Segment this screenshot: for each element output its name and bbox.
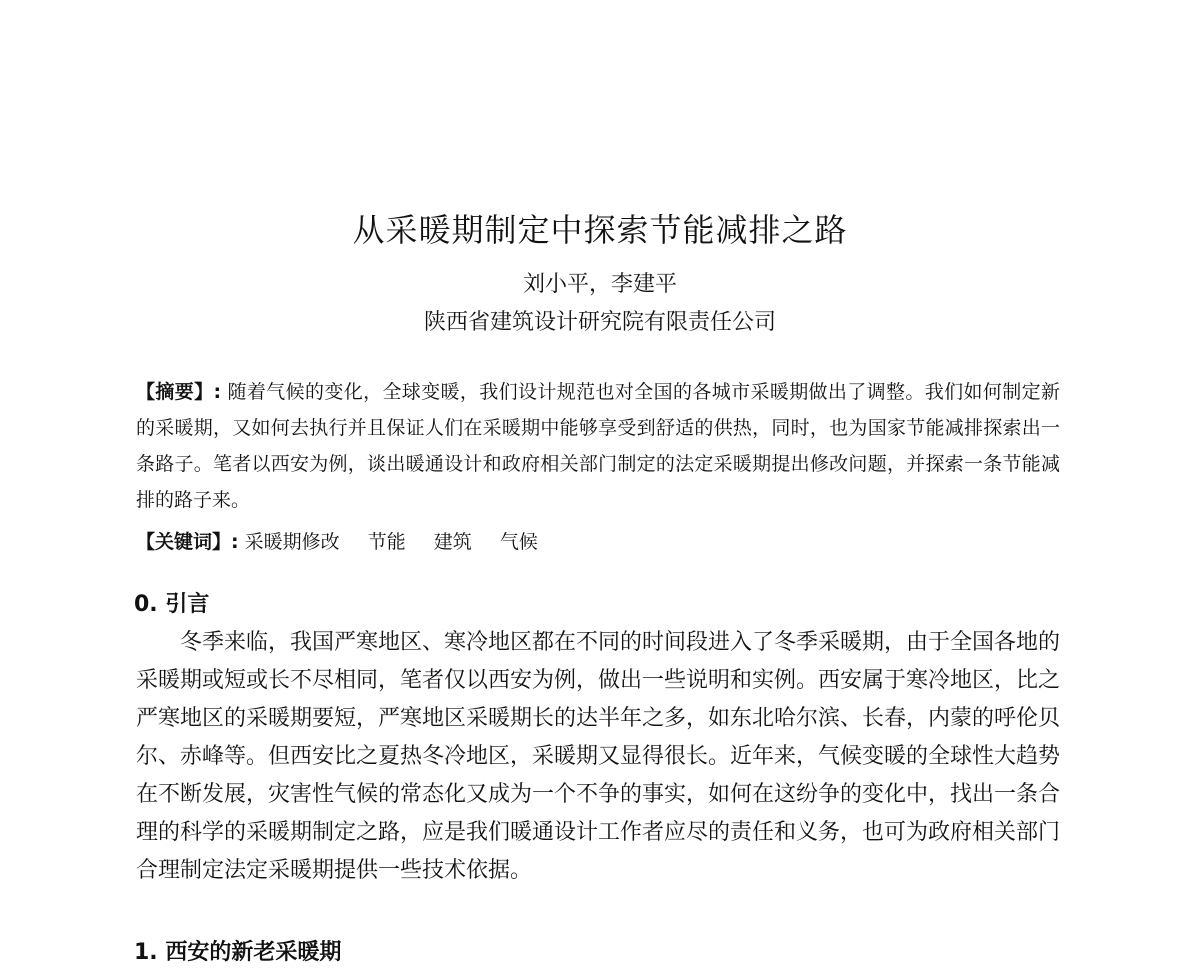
abstract-text: 随着气候的变化，全球变暖，我们设计规范也对全国的各城市采暖期做出了调整。我们如何制定新的采暖期，又如何去执行并且保证人们在采暖期中能够享受到舒适的供热，同时，也为国家节能减排探索出一条路子。笔者以西安为例，谈出暖通设计和政府相关部门制定的法定采暖期提出修改问题，并探索一条节能减排的路子来。 — [136, 381, 1060, 511]
keywords-block — [136, 524, 1060, 560]
keyword-item: 节能 — [367, 531, 406, 553]
author-list: 刘小平，李建平 — [522, 272, 677, 297]
abstract-label: 【摘要】: — [136, 381, 222, 403]
paper-title: 从采暖期制定中探索节能减排之路 — [352, 211, 848, 249]
keywords-label: 【关键词】: — [136, 531, 239, 553]
keyword-item: 建筑 — [433, 531, 472, 553]
section-heading-intro: 0. 引言 — [134, 592, 210, 617]
abstract-block — [136, 374, 1060, 518]
keyword-item: 气候 — [499, 531, 538, 553]
section-heading-1: 1. 西安的新老采暖期 — [134, 940, 342, 965]
keyword-item: 采暖期修改 — [244, 531, 340, 553]
intro-paragraph: 冬季来临，我国严寒地区、寒冷地区都在不同的时间段进入了冬季采暖期，由于全国各地的采暖期或短或长不尽相同，笔者仅以西安为例，做出一些说明和实例。西安属于寒冷地区，比之严寒地区的采暖期要短，严寒地区采暖期长的达半年之多，如东北哈尔滨、长春，内蒙的呼伦贝尔、赤峰等。但西安比之夏热冬冷地区，采暖期又显得很长。近年来，气候变暖的全球性大趋势在不断发展，灾害性气候的常态化又成为一个不争的事实，如何在这纷争的变化中，找出一条合理的科学的采暖期制定之路，应是我们暖通设计工作者应尽的责任和义务，也可为政府相关部门合理制定法定采暖期提供一些技术依据。 — [136, 630, 1061, 883]
author-affiliation: 陕西省建筑设计研究院有限责任公司 — [423, 310, 776, 335]
